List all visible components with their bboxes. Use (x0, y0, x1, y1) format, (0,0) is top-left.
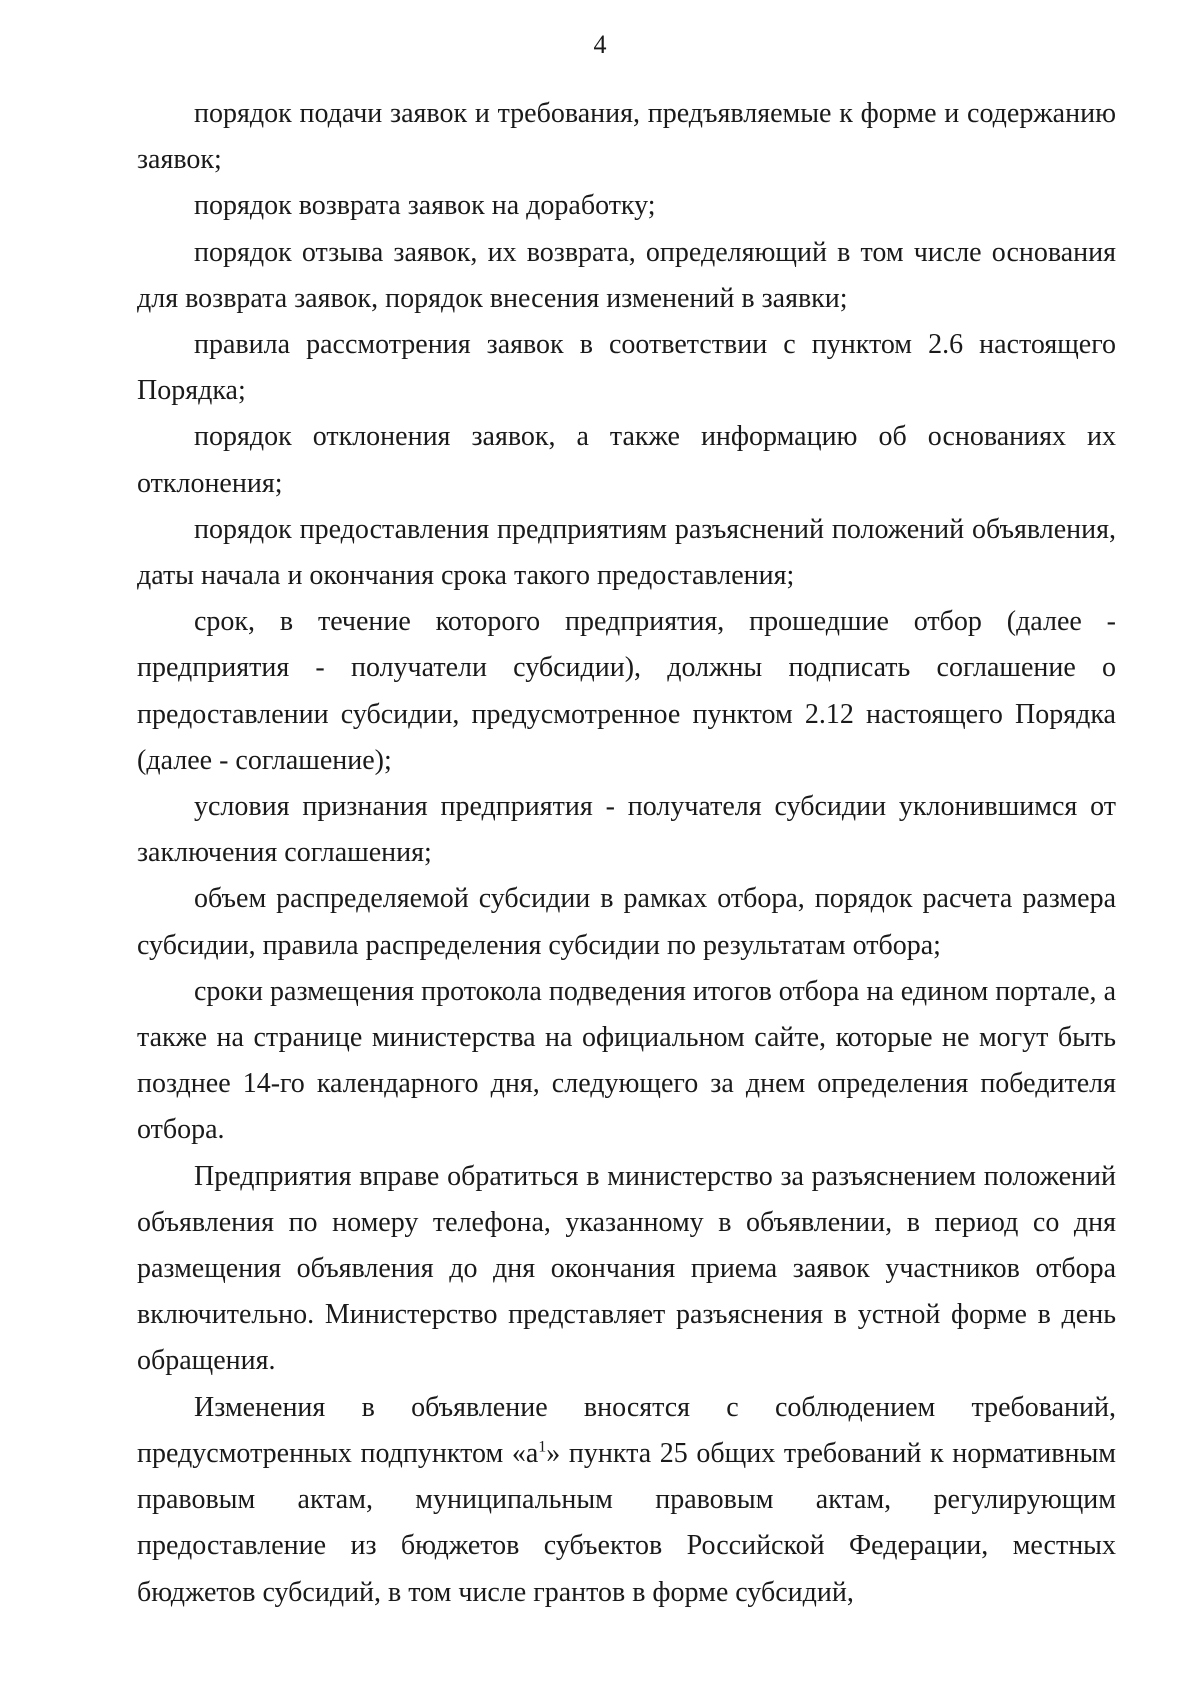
announcement-changes-text-end: » пункта 25 общих требований к нормативным правовым актам, муниципальным правовым актам, регулирующим предоставление из бюджетов субъектов Российской Федерации, местных бюджетов субсидий, в том числе грантов в форме субсидий, (137, 1437, 1116, 1608)
page-number: 4 (593, 30, 607, 59)
paragraph-review-rules: правила рассмотрения заявок в соответствии с пунктом 2.6 настоящего Порядка; (137, 329, 1116, 407)
announcement-changes-text-start: Изменения в объявление вносятся с соблюдением требований, предусмотренных подпунктом «а (137, 1391, 1116, 1469)
paragraph-withdrawal-procedure: порядок отзыва заявок, их возврата, определяющий в том числе основания для возврата заявок, порядок внесения изменений в заявки; (137, 236, 1116, 314)
paragraph-agreement-deadline: срок, в течение которого предприятия, прошедшие отбор (далее - предприятия - получатели субсидии), должны подписать соглашение о предоставлении субсидии, предусмотренное пунктом 2.12 настоящего Порядка (далее - соглашение); (137, 606, 1116, 776)
document-body (137, 91, 1116, 1616)
paragraph-protocol-deadlines: сроки размещения протокола подведения итогов отбора на едином портале, а также на странице министерства на официальном сайте, которые не могут быть позднее 14-го календарного дня, следующего за днем определения победителя отбора. (137, 975, 1116, 1146)
paragraph-clarifications-procedure: порядок предоставления предприятиям разъяснений положений объявления, даты начала и окончания срока такого предоставления; (137, 513, 1116, 592)
paragraph-announcement-changes (137, 1385, 1116, 1616)
paragraph-return-for-revision: порядок возврата заявок на доработку; (194, 190, 656, 222)
paragraph-rejection-procedure: порядок отклонения заявок, а также информацию об основаниях их отклонения; (137, 421, 1116, 499)
paragraph-application-procedure: порядок подачи заявок и требования, предъявляемые к форме и содержанию заявок; (137, 98, 1116, 176)
footnote-superscript: 1 (538, 1438, 547, 1456)
paragraph-clarification-requests: Предприятия вправе обратиться в министерство за разъяснением положений объявления по номеру телефона, указанному в объявлении, в период со дня размещения объявления до дня окончания приема заявок участников отбора включительно. Министерство представляет разъяснения в устной форме в день обращения. (137, 1160, 1116, 1377)
paragraph-evasion-conditions: условия признания предприятия - получателя субсидии уклонившимся от заключения соглашения; (137, 791, 1116, 869)
paragraph-subsidy-volume: объем распределяемой субсидии в рамках отбора, порядок расчета размера субсидии, правила распределения субсидии по результатам отбора; (137, 883, 1116, 961)
